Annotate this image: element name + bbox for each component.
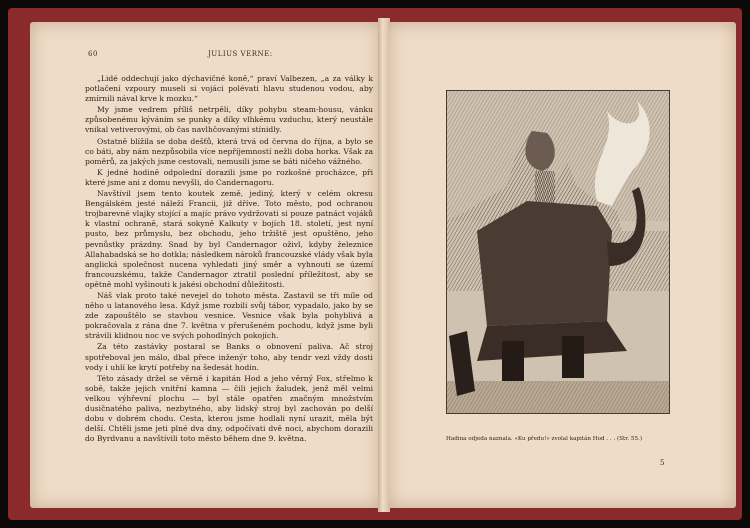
paragraph: Navštívil jsem tento koutek země, jediný, který v celém okresu Bengálském jesté náleží Francii, již dříve. Toto město, pod ochranou trojbarevné vlajky stojící a majíc právo vydržovati si pouze patnáct vojáků k vlastní ochraně, stará sokyně Kalkuty v bojích 18. století, jest nyní pusto, bez průmyslu, bez obchodu, jeho tržiště jest opuštěno, jeho pevnůstky prázdny. Snad by byl Candernagor oživl, kdyby železnice Allahabadská se ho dotkla; následkem nároků francouzské vlády však byla anglická společnost nucena vyhledati jiný směr a vyhnouti se území francouzskému, takže Candernagor ztratil poslední příležitost, aby se opětně mohl vyšinouti k jakési obchodní důležitosti. — [85, 189, 373, 289]
paragraph: „Lidé oddechují jako dýchavičné koně,“ praví Valbezen, „a za války k potlačení vzpoury museli si vojáci polévati hlavu studenou vodou, aby zmírnili nával krve k mozku.“ — [85, 74, 373, 104]
page-number: 60 — [88, 50, 98, 58]
engraving-illustration — [446, 90, 670, 414]
body-text — [85, 74, 373, 445]
paragraph: My jsme vedrem příliš netrpěli, díky pohybu steam-housu, vánku způsobenému kýváním se punky a díky vlhkému vzduchu, který neustále vnikal vetiverovými, ob čas navlhčovanými stínidly. — [85, 105, 373, 135]
paragraph: Této zásady držel se věrně i kapitán Hod a jeho věrný Fox, střelmo k sobě, takže jejich vnitřní kamna — čili jejich žaludek, jenž měl velmi velkou výhřevní plochu — byl stále opatřen značným množstvím dusičnatého paliva, nezbytného, aby lidský stroj byl zachován po delší dobu v dobrém chodu. Cesta, kterou jsme hodlali nyní urazit, měla být delší. Chtěli jsme jeti plné dva dny, odpočívati dvě noci, abychom dorazili do Byrdvanu a navštívili toto město během dne 9. května. — [85, 373, 373, 444]
steam-elephant-engraving — [447, 91, 669, 413]
paragraph: Za této zastávky postaral se Banks o obnovení paliva. Ač stroj spotřeboval jen málo, dbal přece inženýr toho, aby tendr vezl vždy dosti vody i uhlí ke krytí potřeby na šedesát hodin. — [85, 342, 373, 372]
paragraph: Ostatně blížila se doba dešťů, která trvá od června do října, a bylo se co báti, aby nám nezpůsobila více nepříjemností nežli doba horka. Však za poměrů, za jakých jsme cestovali, nemusili jsme se báti ničeho vážného. — [85, 136, 373, 166]
page-folio: 5 — [660, 459, 665, 467]
paragraph: Náš vlak proto také nevejel do tohoto města. Zastavil se tři míle od něho u latanového lesa. Když jsme rozbili svůj tábor, vypadalo, jako by se zde zapouštělo se stavbou vesnice. Vesnice však byla pohyblivá a pokračovala z rána dne 7. května v přerušeném pochodu, když jsme byli strávili klidnou noc ve svých pohodlných pokojích. — [85, 290, 373, 341]
running-head: JULIUS VERNE: — [208, 50, 273, 58]
left-page — [30, 22, 380, 508]
right-page — [388, 22, 736, 508]
paragraph: K jedné hodině odpolední dorazili jsme po rozkošné procházce, při které jsme ani z domu nevyšli, do Candernagoru. — [85, 167, 373, 187]
illustration-caption: Hadina odjeda naznala. «Ku předu!» zvolal kapitán Hod . . . (Str. 55.) — [446, 436, 642, 442]
book-spread — [8, 8, 742, 520]
